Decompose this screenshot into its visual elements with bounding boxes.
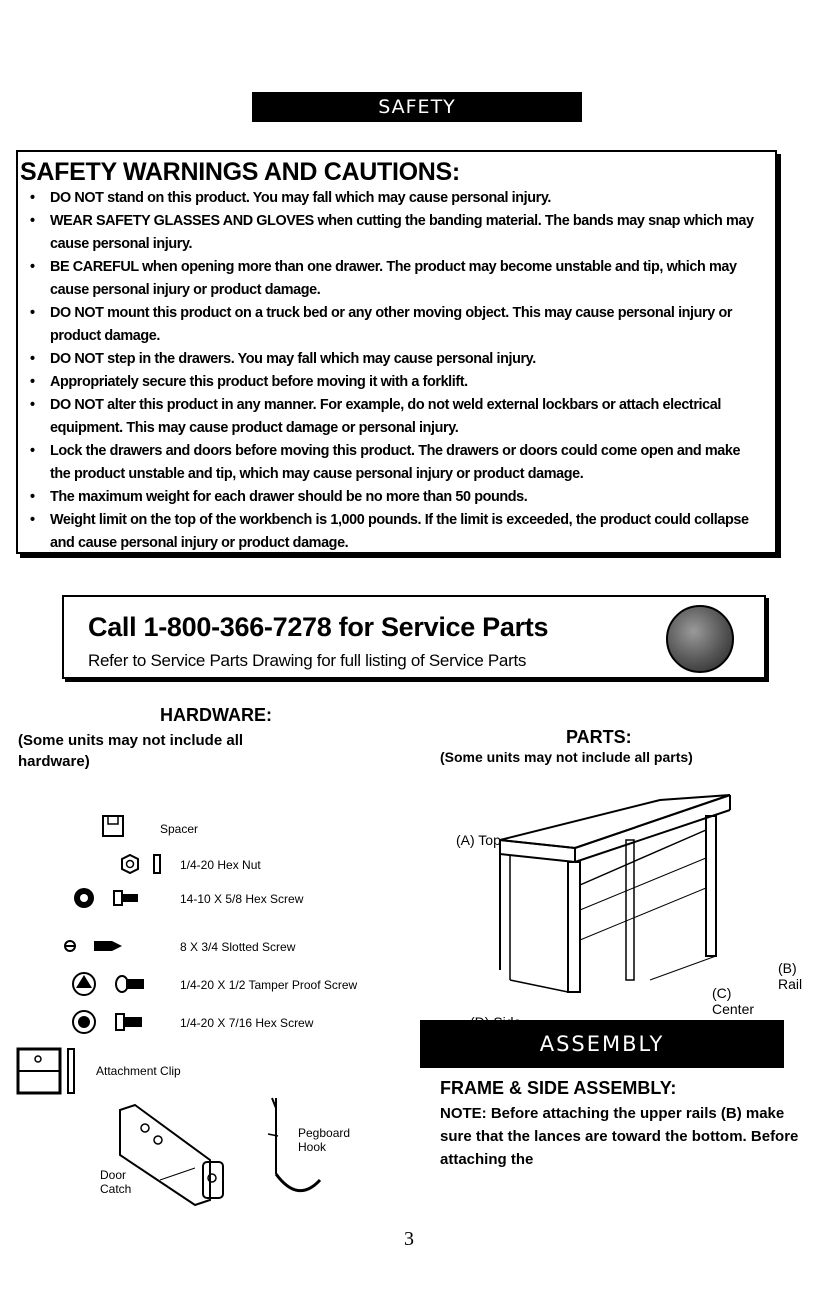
bullet: •	[30, 489, 35, 505]
service-parts-heading: Call 1-800-366-7278 for Service Parts	[88, 612, 549, 642]
hardware-label-slotted-screw: 8 X 3/4 Slotted Screw	[180, 940, 296, 954]
warning-text: DO NOT stand on this product. You may fall which may cause personal injury.	[50, 190, 551, 206]
assembly-title: FRAME & SIDE ASSEMBLY:	[440, 1078, 677, 1098]
hardware-label-spacer: Spacer	[160, 822, 199, 836]
slotted-screw-icon	[60, 935, 170, 957]
warning-item	[30, 256, 760, 302]
safety-banner: SAFETY	[252, 92, 582, 122]
warning-item	[30, 509, 760, 555]
globe-logo-icon	[666, 605, 734, 673]
warning-text: WEAR SAFETY GLASSES AND GLOVES when cutting the banding material. The bands may snap which may cause personal injury.	[50, 213, 754, 252]
page-number: 3	[404, 1228, 414, 1250]
warnings-title: SAFETY WARNINGS AND CAUTIONS:	[20, 158, 460, 186]
hardware-label-hex-screw-2: 1/4-20 X 7/16 Hex Screw	[180, 1016, 314, 1030]
warning-item	[30, 187, 760, 210]
bullet: •	[30, 259, 35, 275]
warning-text: Weight limit on the top of the workbench is 1,000 pounds. If the limit is exceeded, the product could collapse and cause personal injury or product damage.	[50, 512, 749, 551]
warning-text: DO NOT alter this product in any manner. For example, do not weld external lockbars or attach electrical equipment. This may cause product damage or personal injury.	[50, 397, 721, 436]
assembly-note: NOTE: Before attaching the upper rails (B) make sure that the lances are toward the bottom. Before attaching the	[440, 1105, 799, 1168]
warning-item	[30, 348, 760, 371]
workbench-illustration	[480, 770, 740, 1010]
warnings-list	[30, 187, 760, 555]
hex-screw-icon	[70, 1008, 180, 1036]
warning-text: BE CAREFUL when opening more than one drawer. The product may become unstable and tip, which may cause personal injury or product damage.	[50, 259, 737, 298]
warning-text: Appropriately secure this product before moving it with a forklift.	[50, 374, 468, 390]
assembly-banner: ASSEMBLY	[420, 1020, 784, 1068]
service-parts-subheading: Refer to Service Parts Drawing for full listing of Service Parts	[88, 651, 527, 670]
part-label-rail: (B) Rail	[778, 960, 803, 992]
warning-item	[30, 210, 760, 256]
warning-item	[30, 486, 760, 509]
bullet: •	[30, 213, 35, 229]
warning-item	[30, 371, 760, 394]
part-label-center-support: (C) Center	[712, 985, 755, 1017]
part-label-top: (A) Top	[456, 832, 501, 848]
warning-item	[30, 394, 760, 440]
bullet: •	[30, 305, 35, 321]
bullet: •	[30, 512, 35, 528]
hex-nut-icon	[120, 853, 170, 875]
warning-text: The maximum weight for each drawer should be no more than 50 pounds.	[50, 489, 528, 505]
parts-title: PARTS:	[566, 727, 632, 747]
bullet: •	[30, 190, 35, 206]
hardware-label-hex-nut: 1/4-20 Hex Nut	[180, 858, 261, 872]
hex-screw-icon	[72, 885, 172, 911]
bullet: •	[30, 397, 35, 413]
warning-text: Lock the drawers and doors before moving this product. The drawers or doors could come open and make the product unstable and tip, which may cause personal injury or product damage.	[50, 443, 741, 482]
bullet: •	[30, 443, 35, 459]
hardware-note: (Some units may not include all hardware)	[18, 732, 244, 770]
bullet: •	[30, 351, 35, 367]
warning-item	[30, 440, 760, 486]
tamper-proof-screw-icon	[70, 970, 180, 998]
warning-item	[30, 302, 760, 348]
bullet: •	[30, 374, 35, 390]
warning-text: DO NOT mount this product on a truck bed or any other moving object. This may cause personal injury or product damage.	[50, 305, 733, 344]
attachment-clip-icon	[16, 1045, 86, 1097]
parts-note: (Some units may not include all parts)	[440, 749, 693, 765]
hardware-label-attachment-clip: Attachment Clip	[96, 1064, 181, 1078]
spacer-icon	[100, 813, 126, 839]
warning-text: DO NOT step in the drawers. You may fall which may cause personal injury.	[50, 351, 536, 367]
hardware-title: HARDWARE:	[160, 705, 272, 725]
hardware-label-hex-screw: 14-10 X 5/8 Hex Screw	[180, 892, 304, 906]
hardware-label-pegboard-hook: Pegboard Hook	[298, 1126, 351, 1154]
hardware-label-tamper-proof-screw: 1/4-20 X 1/2 Tamper Proof Screw	[180, 978, 358, 992]
hardware-label-door-catch: Door Catch	[100, 1168, 132, 1196]
